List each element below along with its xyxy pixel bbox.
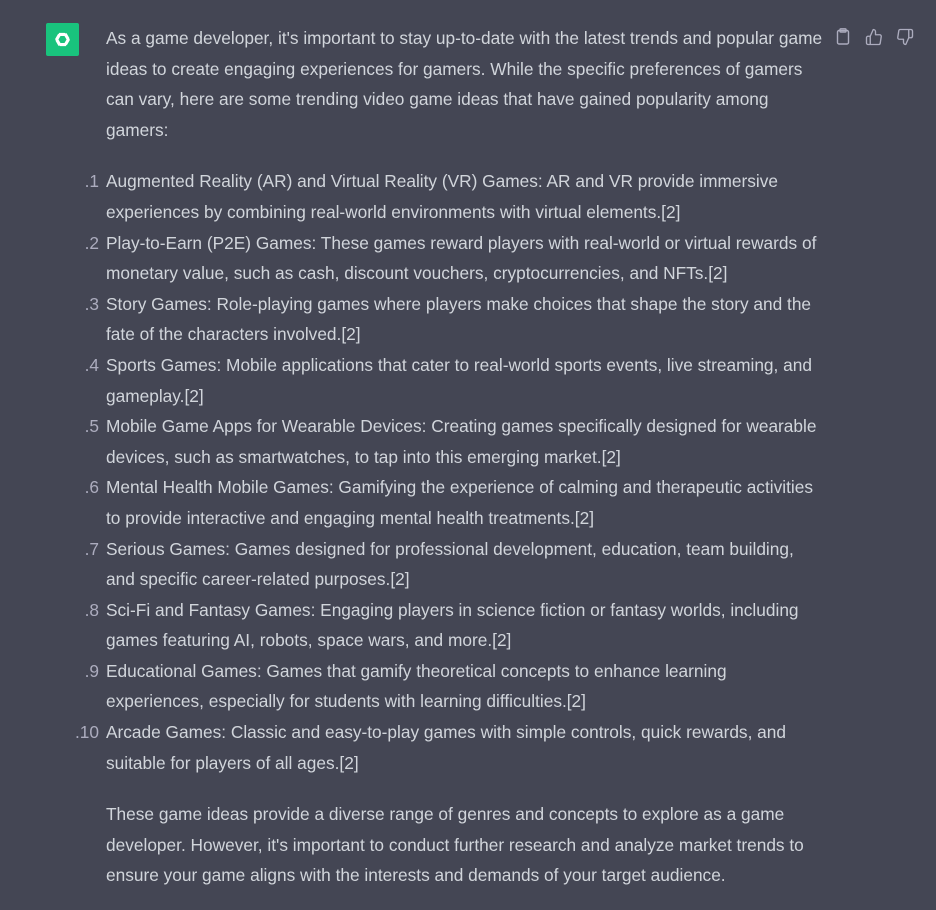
list-item-number (82, 411, 99, 472)
list-item-number (82, 350, 99, 411)
list-item-text: Mobile Game Apps for Wearable Devices: Creating games specifically designed for wearable devices, such as smartwatches, to tap into this emerging market.[2] (106, 416, 817, 467)
intro-paragraph: As a game developer, it's important to stay up-to-date with the latest trends and popular game ideas to create engaging experiences for gamers. While the specific preferences of gamers can vary, here are some trending video game ideas that have gained popularity among gamers: (106, 28, 823, 140)
list-item-number-text: 9. (84, 660, 99, 681)
list-item-number (82, 656, 99, 717)
list-item-text: Educational Games: Games that gamify theoretical concepts to enhance learning experiences, especially for students with learning difficulties.[2] (106, 660, 727, 712)
list-item-number-text: 3. (84, 293, 99, 314)
list-item-text: Sci-Fi and Fantasy Games: Engaging players in science fiction or fantasy worlds, including games featuring AI, robots, space wars, and more.[2] (106, 599, 799, 651)
thumbs-down-icon (896, 28, 914, 46)
list-item (84, 534, 826, 595)
list-item-number (82, 595, 99, 656)
list-item-number-text: 6. (84, 477, 99, 498)
outro-paragraph: These game ideas provide a diverse range of genres and concepts to explore as a game developer. However, it's important to conduct further research and analyze market trends to ensure your game aligns with the interests and demands of your target audience. (106, 804, 804, 886)
list-item-text: Sports Games: Mobile applications that cater to real-world sports events, live streaming, and gameplay.[2] (106, 354, 812, 406)
list-item-number-text: 7. (84, 538, 99, 559)
list-item (84, 289, 826, 350)
list-item-number-text: 4. (84, 354, 99, 375)
thumbs-down-button[interactable] (894, 26, 915, 47)
list-item-number-text: 1. (84, 171, 99, 192)
list-item-text: Augmented Reality (AR) and Virtual Reality (VR) Games: AR and VR provide immersive experiences by combining real-world environments with virtual elements.[2] (106, 171, 778, 222)
list-item-text: Story Games: Role-playing games where players make choices that shape the story and the fate of the characters involved.[2] (106, 293, 812, 345)
list-item-text: Serious Games: Games designed for professional development, education, team building, and specific career-related purposes.[2] (106, 538, 794, 590)
list-item-number (82, 534, 99, 595)
assistant-message (74, 23, 826, 891)
list-item-number (82, 289, 99, 350)
list-item (84, 166, 826, 227)
list-item-number (82, 228, 99, 289)
list-item-number-text: 5. (84, 416, 99, 437)
list-item (84, 350, 826, 411)
list-item (84, 472, 826, 533)
list-item (84, 595, 826, 656)
thumbs-up-button[interactable] (863, 26, 884, 47)
list-item-number (74, 717, 99, 778)
list-item-number (82, 166, 99, 227)
message-actions (832, 26, 915, 47)
list-item (84, 656, 826, 717)
list-item-text: Mental Health Mobile Games: Gamifying the experience of calming and therapeutic activities to provide interactive and engaging mental health treatments.[2] (106, 477, 813, 528)
list-item-text: Arcade Games: Classic and easy-to-play games with simple controls, quick rewards, and suitable for players of all ages.[2] (106, 722, 787, 773)
assistant-avatar (46, 23, 79, 56)
list-item-number (82, 472, 99, 533)
thumbs-up-icon (865, 28, 883, 46)
openai-logo-icon (51, 28, 74, 51)
list-item (84, 411, 826, 472)
list-item (84, 228, 826, 289)
list-item (74, 717, 826, 778)
copy-button[interactable] (832, 26, 853, 47)
list-item-text: Play-to-Earn (P2E) Games: These games reward players with real-world or virtual rewards of monetary value, such as cash, discount vouchers, cryptocurrencies, and NFTs.[2] (106, 232, 817, 284)
list-item-number-text: 10. (74, 722, 99, 743)
game-ideas-list (74, 166, 826, 778)
list-item-number-text: 2. (84, 232, 99, 253)
clipboard-icon (835, 28, 851, 45)
list-item-number-text: 8. (84, 599, 99, 620)
